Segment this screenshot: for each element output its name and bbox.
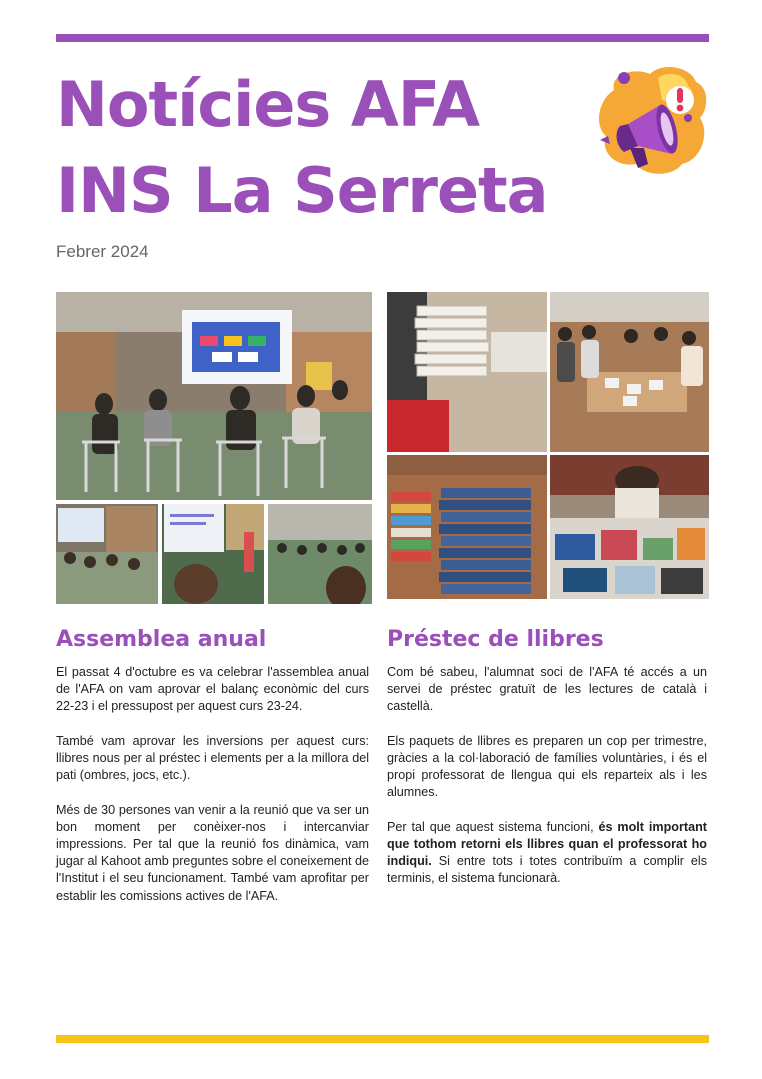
assemblea-heading: Assemblea anual bbox=[56, 627, 267, 652]
page-title bbox=[56, 62, 596, 234]
assemblea-paragraph-1: El passat 4 d'octubre es va celebrar l'assemblea anual de l'AFA on vam aprovar el balanç econòmic del curs 22-23 i el pressupost per aquest curs 23-24. bbox=[56, 665, 369, 714]
issue-date: Febrer 2024 bbox=[56, 242, 149, 261]
prestec-paragraph-1: Com bé sabeu, l'alumnat soci de l'AFA té accés a un servei de préstec gratuït de les lectures de català i castellà. bbox=[387, 665, 707, 714]
prestec-article bbox=[387, 664, 707, 905]
bottom-accent-bar bbox=[56, 1035, 709, 1043]
prestec-heading: Préstec de llibres bbox=[387, 627, 604, 652]
assemblea-paragraph-3: Més de 30 persones van venir a la reunió que va ser un bon moment per conèixer-nos i intercanviar impressions. Per tal que la reunió fos dinàmica, vam jugar al Kahoot amb preguntes sobre el coneixement de l'Institut i el seu funcionament. També vam aprofitar per establir les comissions actives de l'AFA. bbox=[56, 802, 369, 903]
prestec-p3-emphasis: és molt important que tothom retorni els llibres quan el professorat ho indiqui. bbox=[387, 819, 707, 869]
assembly-photo-collage bbox=[56, 292, 372, 604]
assemblea-article bbox=[56, 664, 369, 922]
prestec-p3-start: Per tal que aquest sistema funcioni, bbox=[387, 819, 599, 834]
prestec-paragraph-2: Els paquets de llibres es preparen un cop per trimestre, gràcies a la col·laboració de famílies voluntàries, i és el propi professorat de llengua qui els reparteix als i les alumnes. bbox=[387, 733, 707, 800]
title-line-1: Notícies AFA bbox=[56, 68, 480, 141]
top-accent-bar bbox=[56, 34, 709, 42]
book-lending-photo-collage bbox=[387, 292, 709, 599]
title-line-2: INS La Serreta bbox=[56, 154, 548, 227]
prestec-paragraph-3 bbox=[387, 819, 707, 888]
prestec-p3-end: Si entre tots i totes contribuïm a complir els terminis, el sistema funcionarà. bbox=[387, 854, 707, 886]
assemblea-paragraph-2: També vam aprovar les inversions per aquest curs: llibres nous per al préstec i elements per a la millora del pati (ombres, jocs, etc.). bbox=[56, 733, 369, 783]
megaphone-icon bbox=[592, 60, 714, 182]
